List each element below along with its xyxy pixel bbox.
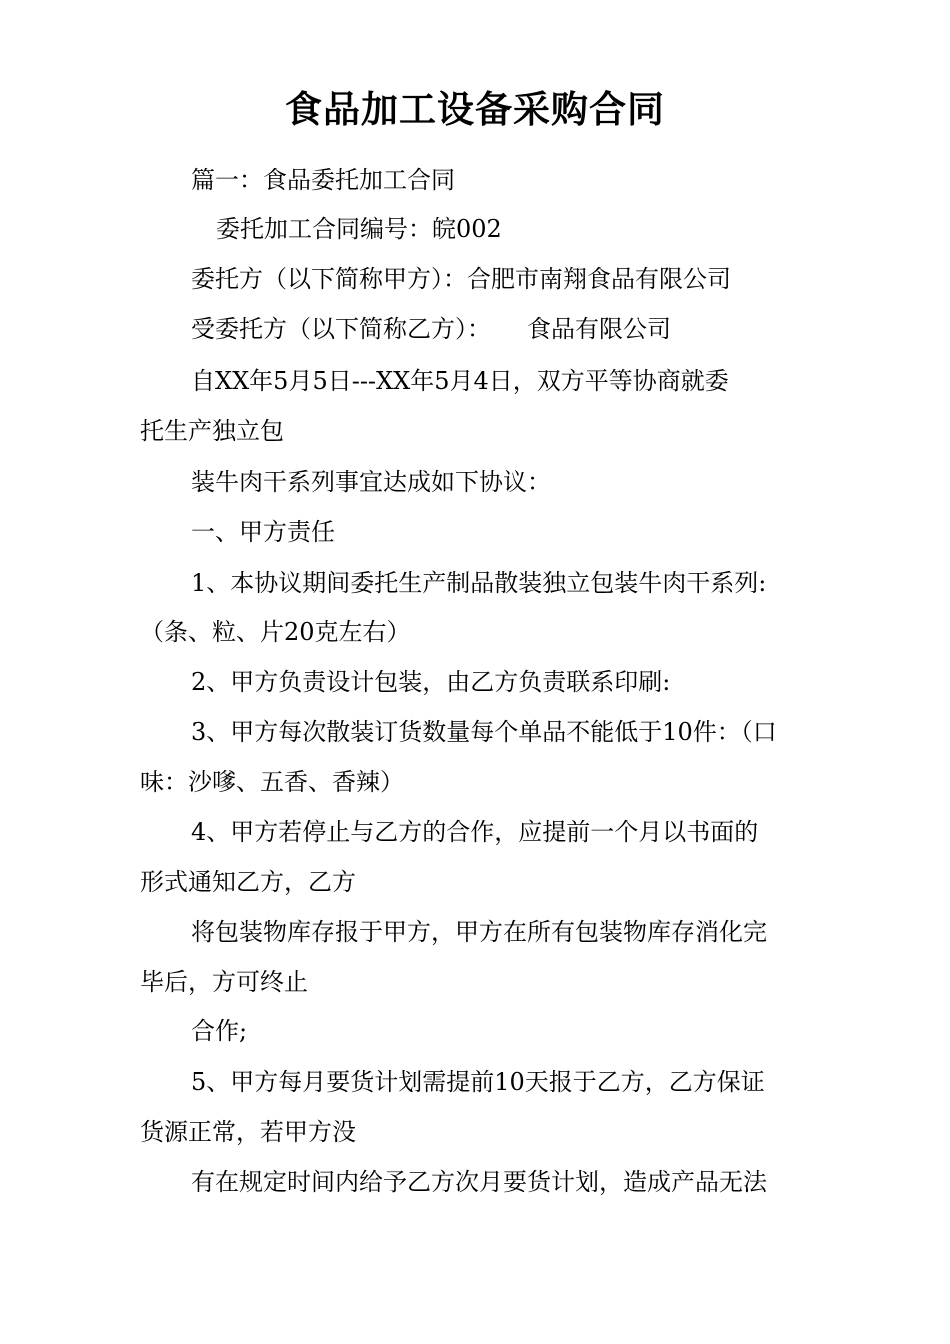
clause-heading: 一、甲方责任 xyxy=(191,518,335,546)
clause-line: 合作; xyxy=(191,1017,248,1045)
clause-line: 3、甲方每次散装订货数量每个单品不能低于10件：（口 xyxy=(191,718,777,746)
clause-line: 1、本协议期间委托生产制品散装独立包装牛肉干系列: xyxy=(191,569,767,597)
clause-line: 货源正常，若甲方没 xyxy=(140,1118,356,1146)
clause-line: 毕后，方可终止 xyxy=(140,968,308,996)
clause-line: 4、甲方若停止与乙方的合作，应提前一个月以书面的 xyxy=(191,818,759,846)
contract-number: 委托加工合同编号：皖002 xyxy=(216,215,502,243)
paragraph-line: 托生产独立包 xyxy=(140,417,284,445)
document-title: 食品加工设备采购合同 xyxy=(285,87,665,131)
clause-line: 2、甲方负责设计包装，由乙方负责联系印刷: xyxy=(191,668,671,696)
clause-line: （条、粒、片20克左右） xyxy=(140,618,411,646)
clause-line: 将包装物库存报于甲方，甲方在所有包装物库存消化完 xyxy=(191,918,767,946)
clause-line: 味：沙嗲、五香、香辣） xyxy=(140,768,404,796)
party-a: 委托方（以下简称甲方）：合肥市南翔食品有限公司 xyxy=(191,265,731,293)
party-b: 受委托方（以下简称乙方）： 食品有限公司 xyxy=(191,315,671,343)
clause-line: 有在规定时间内给予乙方次月要货计划，造成产品无法 xyxy=(191,1168,767,1196)
paragraph-line: 自XX年5月5日---XX年5月4日，双方平等协商就委 xyxy=(191,367,729,395)
section-heading: 篇一：食品委托加工合同 xyxy=(191,166,455,194)
clause-line: 形式通知乙方，乙方 xyxy=(140,868,356,896)
paragraph-line: 装牛肉干系列事宜达成如下协议： xyxy=(191,468,551,496)
clause-line: 5、甲方每月要货计划需提前10天报于乙方，乙方保证 xyxy=(191,1068,765,1096)
